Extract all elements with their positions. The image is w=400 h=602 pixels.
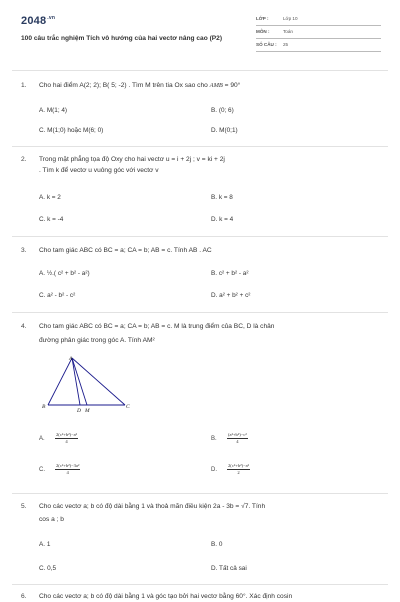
label-a: A (69, 356, 73, 362)
page-header (0, 0, 400, 62)
meta-key: MÔN : (256, 29, 270, 34)
meta-underline (256, 25, 381, 26)
numerator: 2(c²+b²)−a² (56, 432, 78, 437)
question-text-line1: Cho tam giác ABC có BC = a; CA = b; AB = c. M là trung điểm của BC, D là chân (39, 323, 275, 330)
side-ab (48, 358, 72, 405)
question-number: 1. (21, 82, 27, 89)
question-text: Cho tam giác ABC có BC = a; CA = b; AB = c. Tính AB . AC (39, 247, 212, 254)
triangle-figure (39, 355, 139, 417)
question-text-tail: = 90° (222, 82, 241, 89)
option-a[interactable] (39, 432, 78, 444)
option-b[interactable]: B. c² + b² - a² (211, 270, 249, 277)
option-a[interactable]: A. ½.( c² + b² - a²) (39, 270, 90, 277)
document-title: 100 câu trắc nghiệm Tích vô hướng của hai vectơ nâng cao (P2) (21, 35, 223, 42)
question-number: 5. (21, 503, 27, 510)
meta-subject (256, 28, 381, 39)
logo-sub: .vn (47, 15, 56, 22)
option-label: D. (211, 466, 217, 473)
question-text-line2: cos a ; b (39, 516, 64, 523)
meta-underline (256, 51, 381, 52)
option-c[interactable]: C. k = -4 (39, 216, 64, 223)
numerator: 2(c²+b²)−a² (228, 463, 250, 468)
option-d[interactable]: D. Tất cả sai (211, 565, 247, 572)
bisector-ad (72, 358, 80, 405)
divider (12, 236, 388, 237)
question-text: Cho các vectơ a; b có độ dài bằng 1 và góc tạo bởi hai vectơ bằng 60°. Xác định cosin (39, 593, 293, 600)
divider (12, 584, 388, 585)
denominator: 4 (236, 438, 239, 444)
option-c[interactable]: C. a² - b² - c² (39, 292, 76, 299)
option-a[interactable]: A. k = 2 (39, 194, 61, 201)
meta-key: SỐ CÂU : (256, 42, 277, 47)
option-b[interactable]: B. 0 (211, 541, 223, 548)
label-m: M (85, 408, 90, 414)
divider (12, 146, 388, 147)
fraction (227, 463, 250, 475)
divider (12, 70, 388, 71)
question-text (39, 80, 374, 91)
meta-key: LỚP : (256, 16, 269, 21)
question-text-line1: Cho các vectơ a; b có độ dài bằng 1 và thoả mãn điều kiện 2a - 3b = √7. Tính (39, 503, 266, 510)
numerator: (a²+b²)−c² (228, 432, 247, 437)
label-c: C (126, 404, 130, 410)
site-logo[interactable] (21, 15, 55, 27)
divider (12, 493, 388, 494)
angle-amb: AMB (209, 82, 223, 89)
option-a[interactable]: A. 1 (39, 541, 51, 548)
meta-value: 25 (283, 42, 289, 47)
meta-underline (256, 38, 381, 39)
fraction (55, 463, 80, 475)
logo-main: 2048 (21, 15, 47, 27)
meta-class (256, 15, 381, 26)
question-number: 4. (21, 323, 27, 330)
question-number: 3. (21, 247, 27, 254)
divider (12, 312, 388, 313)
option-d[interactable]: D. k = 4 (211, 216, 234, 223)
denominator: 4 (66, 469, 69, 475)
label-b: B (42, 404, 46, 410)
fraction (227, 432, 248, 444)
denominator: 2 (237, 469, 240, 475)
option-c[interactable] (39, 463, 80, 475)
question-text-line2: . Tìm k để vectơ u vuông góc với vectơ v (39, 167, 159, 174)
fraction (55, 432, 78, 444)
option-label: A. (39, 435, 45, 442)
meta-count (256, 41, 381, 52)
option-c[interactable]: C. 0,5 (39, 565, 57, 572)
option-label: C. (39, 466, 45, 473)
option-d[interactable]: D. a² + b² + c² (211, 292, 251, 299)
option-b[interactable]: B. k = 8 (211, 194, 233, 201)
label-d: D (77, 408, 81, 414)
option-b[interactable] (211, 432, 248, 444)
meta-value: Lớp 10 (283, 16, 298, 21)
option-b[interactable]: B. (0; 6) (211, 107, 234, 114)
question-text-main: Cho hai điểm A(2; 2); B( 5; -2) . Tìm M trên tia Ox sao cho (39, 82, 208, 89)
question-number: 6. (21, 593, 27, 600)
denominator: 4 (65, 438, 68, 444)
question-number: 2. (21, 156, 27, 163)
question-text-line1: Trong mặt phẳng tọa độ Oxy cho hai vectơ u = i + 2j ; v = ki + 2j (39, 156, 225, 163)
option-d[interactable] (211, 463, 250, 475)
option-label: B. (211, 435, 217, 442)
meta-value: Toán (283, 29, 293, 34)
question-text-line2: đường phân giác trong góc A. Tính AM² (39, 337, 155, 344)
option-a[interactable]: A. M(1; 4) (39, 107, 68, 114)
option-d[interactable]: D. M(0;1) (211, 127, 238, 134)
option-c[interactable]: C. M(1;0) hoặc M(6; 0) (39, 127, 104, 134)
numerator: 2(c²+b²)−3a² (56, 463, 80, 468)
